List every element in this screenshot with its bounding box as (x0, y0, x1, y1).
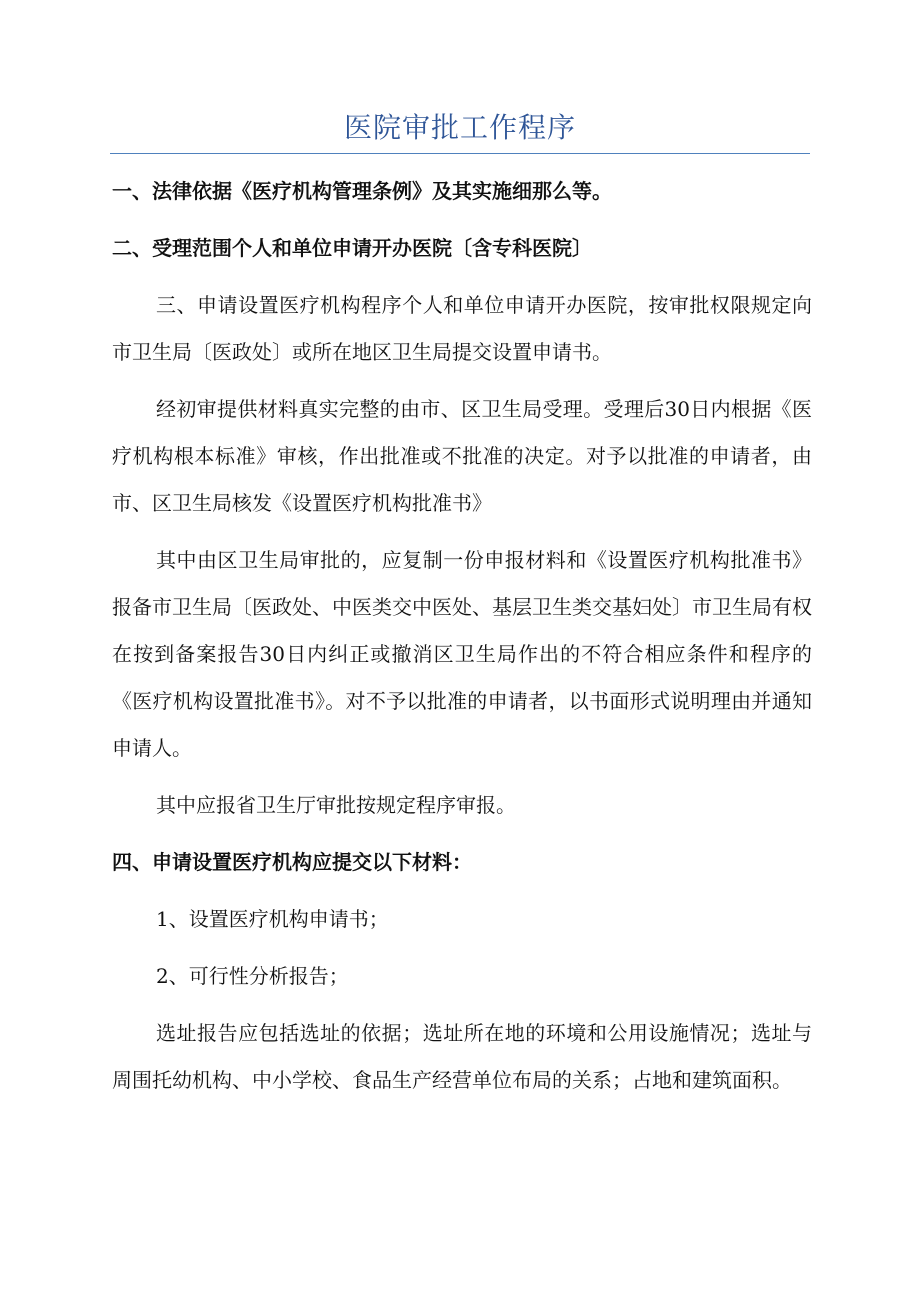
paragraph-provincial-approval: 其中应报省卫生厅审批按规定程序审报。 (156, 793, 516, 817)
paragraph-district-approval: 其中由区卫生局审批的，应复制一份申报材料和《设置医疗机构批准书》报备市卫生局〔医政处、中医类交中医处、基层卫生类交基妇处〕市卫生局有权在按到备案报告30日内纠正或撤消区卫生局作出的不符合相应条件和程序的《医疗机构设置批准书》。对不予以批准的申请者，以书面形式说明理由并通知申请人。 (112, 548, 812, 760)
section-heading-materials: 四、申请设置医疗机构应提交以下材料： (112, 850, 472, 874)
document-body (112, 168, 812, 1104)
document-title: 医院审批工作程序 (343, 111, 576, 144)
paragraph-application-procedure: 三、申请设置医疗机构程序个人和单位申请开办医院，按审批权限规定向市卫生局〔医政处〕或所在地区卫生局提交设置申请书。 (112, 293, 812, 364)
title-divider (110, 153, 810, 154)
paragraph-site-report: 选址报告应包括选址的依据；选址所在地的环境和公用设施情况；选址与周围托幼机构、中小学校、食品生产经营单位布局的关系；占地和建筑面积。 (112, 1021, 812, 1092)
list-item-feasibility-report: 2、可行性分析报告； (156, 964, 349, 988)
list-item-application-form: 1、设置医疗机构申请书； (156, 907, 389, 931)
section-heading-scope: 二、受理范围个人和单位申请开办医院〔含专科医院〕 (112, 236, 592, 260)
section-heading-legal-basis: 一、法律依据《医疗机构管理条例》及其实施细那么等。 (112, 179, 612, 203)
paragraph-preliminary-review: 经初审提供材料真实完整的由市、区卫生局受理。受理后30日内根据《医疗机构根本标准》审核，作出批准或不批准的决定。对予以批准的申请者，由市、区卫生局核发《设置医疗机构批准书》 (112, 397, 812, 515)
